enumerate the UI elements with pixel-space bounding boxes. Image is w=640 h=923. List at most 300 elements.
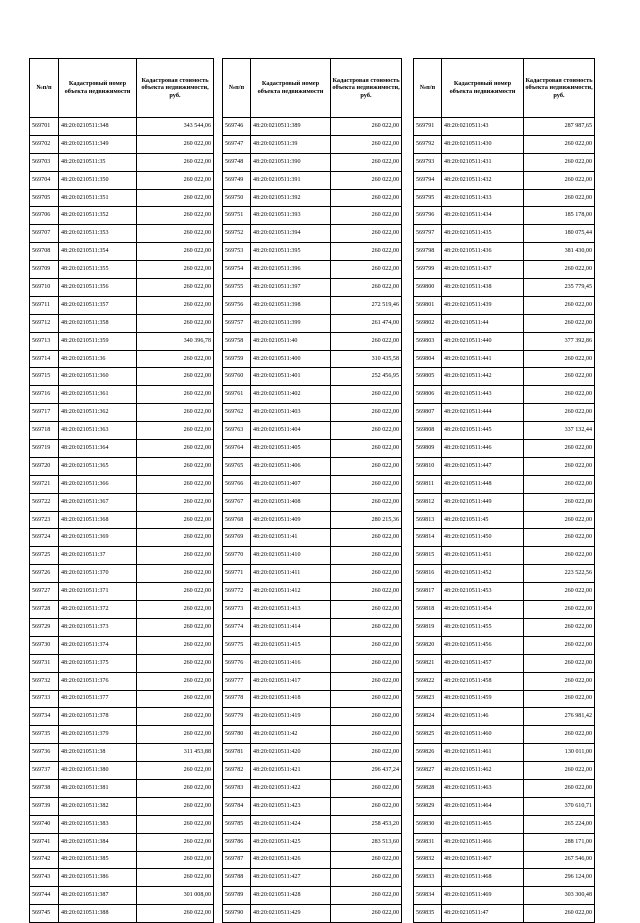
row-number: 569813 bbox=[414, 511, 442, 529]
row-number: 569713 bbox=[30, 332, 59, 350]
table-row bbox=[223, 672, 402, 690]
cadastral-value: 260 022,00 bbox=[524, 583, 595, 601]
cadastral-number: 48:20:0210511:421 bbox=[251, 762, 331, 780]
row-number: 569755 bbox=[223, 279, 251, 297]
row-number: 569772 bbox=[223, 583, 251, 601]
table-row bbox=[30, 815, 214, 833]
cadastral-value: 272 519,46 bbox=[331, 296, 402, 314]
row-number: 569833 bbox=[414, 869, 442, 887]
table-row bbox=[30, 726, 214, 744]
table-row bbox=[30, 153, 214, 171]
cadastral-number: 48:20:0210511:400 bbox=[251, 350, 331, 368]
row-number: 569752 bbox=[223, 225, 251, 243]
cadastral-value: 260 022,00 bbox=[331, 225, 402, 243]
row-number: 569811 bbox=[414, 475, 442, 493]
cadastral-value: 260 022,00 bbox=[137, 422, 214, 440]
row-number: 569768 bbox=[223, 511, 251, 529]
cadastral-number: 48:20:0210511:410 bbox=[251, 547, 331, 565]
table-row bbox=[223, 726, 402, 744]
table-row bbox=[223, 422, 402, 440]
cadastral-value: 260 022,00 bbox=[137, 171, 214, 189]
row-number: 569789 bbox=[223, 887, 251, 905]
table-row bbox=[223, 314, 402, 332]
cadastral-number: 48:20:0210511:395 bbox=[251, 243, 331, 261]
cadastral-number: 48:20:0210511:372 bbox=[59, 601, 137, 619]
cadastral-number: 48:20:0210511:45 bbox=[442, 511, 524, 529]
cadastral-value: 260 022,00 bbox=[331, 672, 402, 690]
cadastral-value: 260 022,00 bbox=[137, 493, 214, 511]
cadastral-number: 48:20:0210511:394 bbox=[251, 225, 331, 243]
cadastral-value: 260 022,00 bbox=[137, 565, 214, 583]
row-number: 569708 bbox=[30, 243, 59, 261]
cadastral-number: 48:20:0210511:425 bbox=[251, 833, 331, 851]
cadastral-number: 48:20:0210511:381 bbox=[59, 779, 137, 797]
table-row bbox=[223, 243, 402, 261]
row-number: 569803 bbox=[414, 332, 442, 350]
cadastral-number: 48:20:0210511:467 bbox=[442, 851, 524, 869]
cadastral-number: 48:20:0210511:370 bbox=[59, 565, 137, 583]
row-number: 569732 bbox=[30, 672, 59, 690]
cadastral-value: 260 022,00 bbox=[524, 636, 595, 654]
table-row bbox=[30, 762, 214, 780]
table-row bbox=[414, 672, 595, 690]
cadastral-number: 48:20:0210511:353 bbox=[59, 225, 137, 243]
cadastral-number: 48:20:0210511:438 bbox=[442, 279, 524, 297]
row-number: 569824 bbox=[414, 708, 442, 726]
cadastral-value: 260 022,00 bbox=[331, 905, 402, 923]
cadastral-value: 223 522,56 bbox=[524, 565, 595, 583]
cadastral-value: 258 453,20 bbox=[331, 815, 402, 833]
table-row bbox=[223, 887, 402, 905]
row-number: 569826 bbox=[414, 744, 442, 762]
cadastral-value: 296 437,24 bbox=[331, 762, 402, 780]
row-number: 569799 bbox=[414, 261, 442, 279]
cadastral-number: 48:20:0210511:352 bbox=[59, 207, 137, 225]
table-row bbox=[30, 779, 214, 797]
cadastral-value: 260 022,00 bbox=[524, 171, 595, 189]
table-row bbox=[414, 905, 595, 923]
cadastral-value: 260 022,00 bbox=[331, 869, 402, 887]
cadastral-value: 260 022,00 bbox=[137, 905, 214, 923]
row-number: 569735 bbox=[30, 726, 59, 744]
cadastral-number: 48:20:0210511:405 bbox=[251, 440, 331, 458]
cadastral-value: 343 544,06 bbox=[137, 118, 214, 136]
row-number: 569760 bbox=[223, 368, 251, 386]
row-number: 569832 bbox=[414, 851, 442, 869]
table-row bbox=[30, 422, 214, 440]
cadastral-value: 260 022,00 bbox=[137, 833, 214, 851]
row-number: 569759 bbox=[223, 350, 251, 368]
cadastral-number: 48:20:0210511:446 bbox=[442, 440, 524, 458]
cadastral-number: 48:20:0210511:455 bbox=[442, 618, 524, 636]
cadastral-value: 260 022,00 bbox=[331, 887, 402, 905]
row-number: 569793 bbox=[414, 153, 442, 171]
table-row bbox=[30, 833, 214, 851]
cadastral-value: 260 022,00 bbox=[137, 815, 214, 833]
row-number: 569816 bbox=[414, 565, 442, 583]
table-header-row bbox=[223, 59, 402, 118]
row-number: 569809 bbox=[414, 440, 442, 458]
row-number: 569771 bbox=[223, 565, 251, 583]
cadastral-value: 260 022,00 bbox=[137, 726, 214, 744]
table-row bbox=[30, 654, 214, 672]
table-row bbox=[414, 762, 595, 780]
cadastral-value: 260 022,00 bbox=[137, 529, 214, 547]
cadastral-number: 48:20:0210511:427 bbox=[251, 869, 331, 887]
table-row bbox=[414, 815, 595, 833]
cadastral-value: 260 022,00 bbox=[137, 672, 214, 690]
cadastral-value: 260 022,00 bbox=[331, 726, 402, 744]
cadastral-number: 48:20:0210511:465 bbox=[442, 815, 524, 833]
cadastral-number: 48:20:0210511:393 bbox=[251, 207, 331, 225]
table-row bbox=[414, 583, 595, 601]
row-number: 569823 bbox=[414, 690, 442, 708]
table-row bbox=[30, 493, 214, 511]
cadastral-value: 337 132,44 bbox=[524, 422, 595, 440]
cadastral-table-2 bbox=[222, 58, 402, 923]
cadastral-value: 260 022,00 bbox=[331, 565, 402, 583]
cadastral-number: 48:20:0210511:415 bbox=[251, 636, 331, 654]
table-row bbox=[414, 153, 595, 171]
cadastral-number: 48:20:0210511:374 bbox=[59, 636, 137, 654]
row-number: 569729 bbox=[30, 618, 59, 636]
table-row bbox=[414, 726, 595, 744]
row-number: 569831 bbox=[414, 833, 442, 851]
table-row bbox=[223, 225, 402, 243]
row-number: 569726 bbox=[30, 565, 59, 583]
row-number: 569780 bbox=[223, 726, 251, 744]
table-row bbox=[414, 529, 595, 547]
row-number: 569745 bbox=[30, 905, 59, 923]
table-row bbox=[30, 404, 214, 422]
cadastral-value: 252 456,95 bbox=[331, 368, 402, 386]
cadastral-number: 48:20:0210511:444 bbox=[442, 404, 524, 422]
table-row bbox=[223, 833, 402, 851]
row-number: 569711 bbox=[30, 296, 59, 314]
row-number: 569743 bbox=[30, 869, 59, 887]
cadastral-value: 288 171,00 bbox=[524, 833, 595, 851]
cadastral-value: 260 022,00 bbox=[331, 601, 402, 619]
table-row bbox=[223, 261, 402, 279]
cadastral-number: 48:20:0210511:382 bbox=[59, 797, 137, 815]
cadastral-value: 260 022,00 bbox=[137, 851, 214, 869]
cadastral-value: 185 178,00 bbox=[524, 207, 595, 225]
row-number: 569834 bbox=[414, 887, 442, 905]
cadastral-value: 260 022,00 bbox=[524, 511, 595, 529]
table-row bbox=[414, 261, 595, 279]
cadastral-value: 260 022,00 bbox=[331, 118, 402, 136]
row-number: 569782 bbox=[223, 762, 251, 780]
cadastral-value: 260 022,00 bbox=[524, 547, 595, 565]
row-number: 569802 bbox=[414, 314, 442, 332]
cadastral-value: 260 022,00 bbox=[524, 690, 595, 708]
row-number: 569767 bbox=[223, 493, 251, 511]
cadastral-value: 260 022,00 bbox=[137, 475, 214, 493]
table-row bbox=[223, 511, 402, 529]
cadastral-number: 48:20:0210511:389 bbox=[251, 118, 331, 136]
cadastral-value: 267 546,00 bbox=[524, 851, 595, 869]
row-number: 569766 bbox=[223, 475, 251, 493]
table-row bbox=[30, 243, 214, 261]
cadastral-value: 260 022,00 bbox=[331, 529, 402, 547]
cadastral-number: 48:20:0210511:466 bbox=[442, 833, 524, 851]
cadastral-number: 48:20:0210511:399 bbox=[251, 314, 331, 332]
cadastral-number: 48:20:0210511:367 bbox=[59, 493, 137, 511]
cadastral-value: 260 022,00 bbox=[524, 493, 595, 511]
cadastral-number: 48:20:0210511:366 bbox=[59, 475, 137, 493]
cadastral-value: 265 224,00 bbox=[524, 815, 595, 833]
table-header-row bbox=[30, 59, 214, 118]
cadastral-value: 381 430,00 bbox=[524, 243, 595, 261]
cadastral-number: 48:20:0210511:413 bbox=[251, 601, 331, 619]
header-cadastral-number: Кадастровый номер объекта недвижимости bbox=[59, 59, 137, 118]
cadastral-value: 260 022,00 bbox=[524, 404, 595, 422]
cadastral-number: 48:20:0210511:436 bbox=[442, 243, 524, 261]
table-row bbox=[223, 601, 402, 619]
cadastral-value: 260 022,00 bbox=[137, 261, 214, 279]
table-row bbox=[223, 368, 402, 386]
cadastral-number: 48:20:0210511:44 bbox=[442, 314, 524, 332]
table-row bbox=[30, 744, 214, 762]
cadastral-value: 260 022,00 bbox=[137, 636, 214, 654]
row-number: 569757 bbox=[223, 314, 251, 332]
cadastral-table-1 bbox=[29, 58, 214, 923]
cadastral-number: 48:20:0210511:385 bbox=[59, 851, 137, 869]
row-number: 569722 bbox=[30, 493, 59, 511]
cadastral-value: 260 022,00 bbox=[137, 314, 214, 332]
row-number: 569761 bbox=[223, 386, 251, 404]
table-row bbox=[30, 887, 214, 905]
cadastral-number: 48:20:0210511:445 bbox=[442, 422, 524, 440]
cadastral-number: 48:20:0210511:457 bbox=[442, 654, 524, 672]
table-row bbox=[414, 744, 595, 762]
cadastral-number: 48:20:0210511:442 bbox=[442, 368, 524, 386]
table-row bbox=[223, 851, 402, 869]
row-number: 569828 bbox=[414, 779, 442, 797]
row-number: 569777 bbox=[223, 672, 251, 690]
table-row bbox=[223, 744, 402, 762]
table-row bbox=[223, 440, 402, 458]
cadastral-number: 48:20:0210511:411 bbox=[251, 565, 331, 583]
table-row bbox=[223, 386, 402, 404]
row-number: 569753 bbox=[223, 243, 251, 261]
cadastral-value: 303 300,48 bbox=[524, 887, 595, 905]
header-cadastral-value: Кадастровая стоимость объекта недвижимости, руб. bbox=[524, 59, 595, 118]
cadastral-value: 260 022,00 bbox=[524, 386, 595, 404]
cadastral-value: 260 022,00 bbox=[524, 261, 595, 279]
row-number: 569817 bbox=[414, 583, 442, 601]
row-number: 569749 bbox=[223, 171, 251, 189]
row-number: 569797 bbox=[414, 225, 442, 243]
row-number: 569762 bbox=[223, 404, 251, 422]
table-row bbox=[30, 618, 214, 636]
cadastral-number: 48:20:0210511:363 bbox=[59, 422, 137, 440]
table-row bbox=[30, 350, 214, 368]
cadastral-value: 280 215,36 bbox=[331, 511, 402, 529]
table-row bbox=[223, 797, 402, 815]
cadastral-number: 48:20:0210511:401 bbox=[251, 368, 331, 386]
row-number: 569724 bbox=[30, 529, 59, 547]
table-row bbox=[30, 135, 214, 153]
cadastral-value: 260 022,00 bbox=[524, 314, 595, 332]
cadastral-number: 48:20:0210511:403 bbox=[251, 404, 331, 422]
cadastral-number: 48:20:0210511:464 bbox=[442, 797, 524, 815]
cadastral-value: 260 022,00 bbox=[137, 296, 214, 314]
cadastral-number: 48:20:0210511:40 bbox=[251, 332, 331, 350]
cadastral-number: 48:20:0210511:348 bbox=[59, 118, 137, 136]
table-row bbox=[414, 636, 595, 654]
cadastral-value: 130 011,00 bbox=[524, 744, 595, 762]
cadastral-value: 260 022,00 bbox=[137, 511, 214, 529]
table-row bbox=[30, 440, 214, 458]
cadastral-value: 260 022,00 bbox=[331, 654, 402, 672]
cadastral-value: 260 022,00 bbox=[524, 189, 595, 207]
table-row bbox=[414, 404, 595, 422]
cadastral-number: 48:20:0210511:432 bbox=[442, 171, 524, 189]
table-row bbox=[414, 457, 595, 475]
cadastral-number: 48:20:0210511:351 bbox=[59, 189, 137, 207]
table-row bbox=[414, 171, 595, 189]
cadastral-number: 48:20:0210511:388 bbox=[59, 905, 137, 923]
cadastral-value: 260 022,00 bbox=[331, 851, 402, 869]
row-number: 569787 bbox=[223, 851, 251, 869]
table-row bbox=[30, 672, 214, 690]
cadastral-value: 260 022,00 bbox=[524, 654, 595, 672]
cadastral-value: 260 022,00 bbox=[331, 332, 402, 350]
cadastral-number: 48:20:0210511:412 bbox=[251, 583, 331, 601]
cadastral-number: 48:20:0210511:390 bbox=[251, 153, 331, 171]
table-row bbox=[223, 332, 402, 350]
cadastral-number: 48:20:0210511:43 bbox=[442, 118, 524, 136]
table-row bbox=[223, 171, 402, 189]
cadastral-value: 260 022,00 bbox=[331, 171, 402, 189]
row-number: 569791 bbox=[414, 118, 442, 136]
row-number: 569751 bbox=[223, 207, 251, 225]
table-row bbox=[30, 475, 214, 493]
table-row bbox=[30, 207, 214, 225]
cadastral-value: 260 022,00 bbox=[137, 797, 214, 815]
table-row bbox=[414, 511, 595, 529]
cadastral-number: 48:20:0210511:37 bbox=[59, 547, 137, 565]
row-number: 569746 bbox=[223, 118, 251, 136]
cadastral-number: 48:20:0210511:361 bbox=[59, 386, 137, 404]
row-number: 569706 bbox=[30, 207, 59, 225]
table-row bbox=[223, 869, 402, 887]
cadastral-number: 48:20:0210511:376 bbox=[59, 672, 137, 690]
cadastral-value: 235 779,45 bbox=[524, 279, 595, 297]
cadastral-number: 48:20:0210511:379 bbox=[59, 726, 137, 744]
cadastral-number: 48:20:0210511:417 bbox=[251, 672, 331, 690]
cadastral-number: 48:20:0210511:433 bbox=[442, 189, 524, 207]
table-row bbox=[30, 511, 214, 529]
cadastral-value: 260 022,00 bbox=[331, 189, 402, 207]
row-number: 569795 bbox=[414, 189, 442, 207]
row-number: 569779 bbox=[223, 708, 251, 726]
cadastral-number: 48:20:0210511:42 bbox=[251, 726, 331, 744]
table-row bbox=[414, 708, 595, 726]
table-row bbox=[30, 118, 214, 136]
row-number: 569812 bbox=[414, 493, 442, 511]
cadastral-value: 260 022,00 bbox=[331, 207, 402, 225]
cadastral-number: 48:20:0210511:450 bbox=[442, 529, 524, 547]
table-row bbox=[414, 565, 595, 583]
table-row bbox=[30, 565, 214, 583]
table-row bbox=[30, 583, 214, 601]
cadastral-value: 283 513,60 bbox=[331, 833, 402, 851]
cadastral-number: 48:20:0210511:409 bbox=[251, 511, 331, 529]
cadastral-value: 260 022,00 bbox=[137, 386, 214, 404]
row-number: 569716 bbox=[30, 386, 59, 404]
cadastral-number: 48:20:0210511:406 bbox=[251, 457, 331, 475]
row-number: 569733 bbox=[30, 690, 59, 708]
row-number: 569792 bbox=[414, 135, 442, 153]
table-row bbox=[30, 636, 214, 654]
cadastral-number: 48:20:0210511:439 bbox=[442, 296, 524, 314]
cadastral-value: 260 022,00 bbox=[524, 440, 595, 458]
row-number: 569776 bbox=[223, 654, 251, 672]
row-number: 569725 bbox=[30, 547, 59, 565]
row-number: 569830 bbox=[414, 815, 442, 833]
cadastral-number: 48:20:0210511:452 bbox=[442, 565, 524, 583]
row-number: 569756 bbox=[223, 296, 251, 314]
cadastral-value: 260 022,00 bbox=[331, 618, 402, 636]
table-row bbox=[30, 314, 214, 332]
table-row bbox=[30, 457, 214, 475]
table-row bbox=[223, 815, 402, 833]
table-row bbox=[223, 350, 402, 368]
table-row bbox=[30, 332, 214, 350]
cadastral-number: 48:20:0210511:468 bbox=[442, 869, 524, 887]
table-row bbox=[223, 779, 402, 797]
row-number: 569734 bbox=[30, 708, 59, 726]
header-num: №п/п bbox=[223, 59, 251, 118]
cadastral-number: 48:20:0210511:383 bbox=[59, 815, 137, 833]
row-number: 569798 bbox=[414, 243, 442, 261]
table-row bbox=[30, 905, 214, 923]
cadastral-value: 301 008,00 bbox=[137, 887, 214, 905]
table-row bbox=[223, 153, 402, 171]
cadastral-value: 370 610,71 bbox=[524, 797, 595, 815]
cadastral-number: 48:20:0210511:407 bbox=[251, 475, 331, 493]
cadastral-value: 260 022,00 bbox=[331, 583, 402, 601]
table-row bbox=[414, 475, 595, 493]
cadastral-number: 48:20:0210511:426 bbox=[251, 851, 331, 869]
table-row bbox=[223, 565, 402, 583]
cadastral-number: 48:20:0210511:402 bbox=[251, 386, 331, 404]
cadastral-value: 260 022,00 bbox=[137, 404, 214, 422]
row-number: 569827 bbox=[414, 762, 442, 780]
cadastral-value: 260 022,00 bbox=[331, 404, 402, 422]
cadastral-value: 260 022,00 bbox=[137, 189, 214, 207]
table-row bbox=[414, 422, 595, 440]
row-number: 569822 bbox=[414, 672, 442, 690]
row-number: 569820 bbox=[414, 636, 442, 654]
header-cadastral-number: Кадастровый номер объекта недвижимости bbox=[251, 59, 331, 118]
row-number: 569738 bbox=[30, 779, 59, 797]
row-number: 569804 bbox=[414, 350, 442, 368]
table-row bbox=[414, 440, 595, 458]
table-row bbox=[414, 779, 595, 797]
cadastral-value: 260 022,00 bbox=[331, 153, 402, 171]
cadastral-number: 48:20:0210511:408 bbox=[251, 493, 331, 511]
cadastral-number: 48:20:0210511:378 bbox=[59, 708, 137, 726]
row-number: 569719 bbox=[30, 440, 59, 458]
cadastral-number: 48:20:0210511:440 bbox=[442, 332, 524, 350]
cadastral-value: 296 124,00 bbox=[524, 869, 595, 887]
cadastral-value: 260 022,00 bbox=[137, 368, 214, 386]
table-row bbox=[223, 618, 402, 636]
cadastral-value: 260 022,00 bbox=[331, 440, 402, 458]
